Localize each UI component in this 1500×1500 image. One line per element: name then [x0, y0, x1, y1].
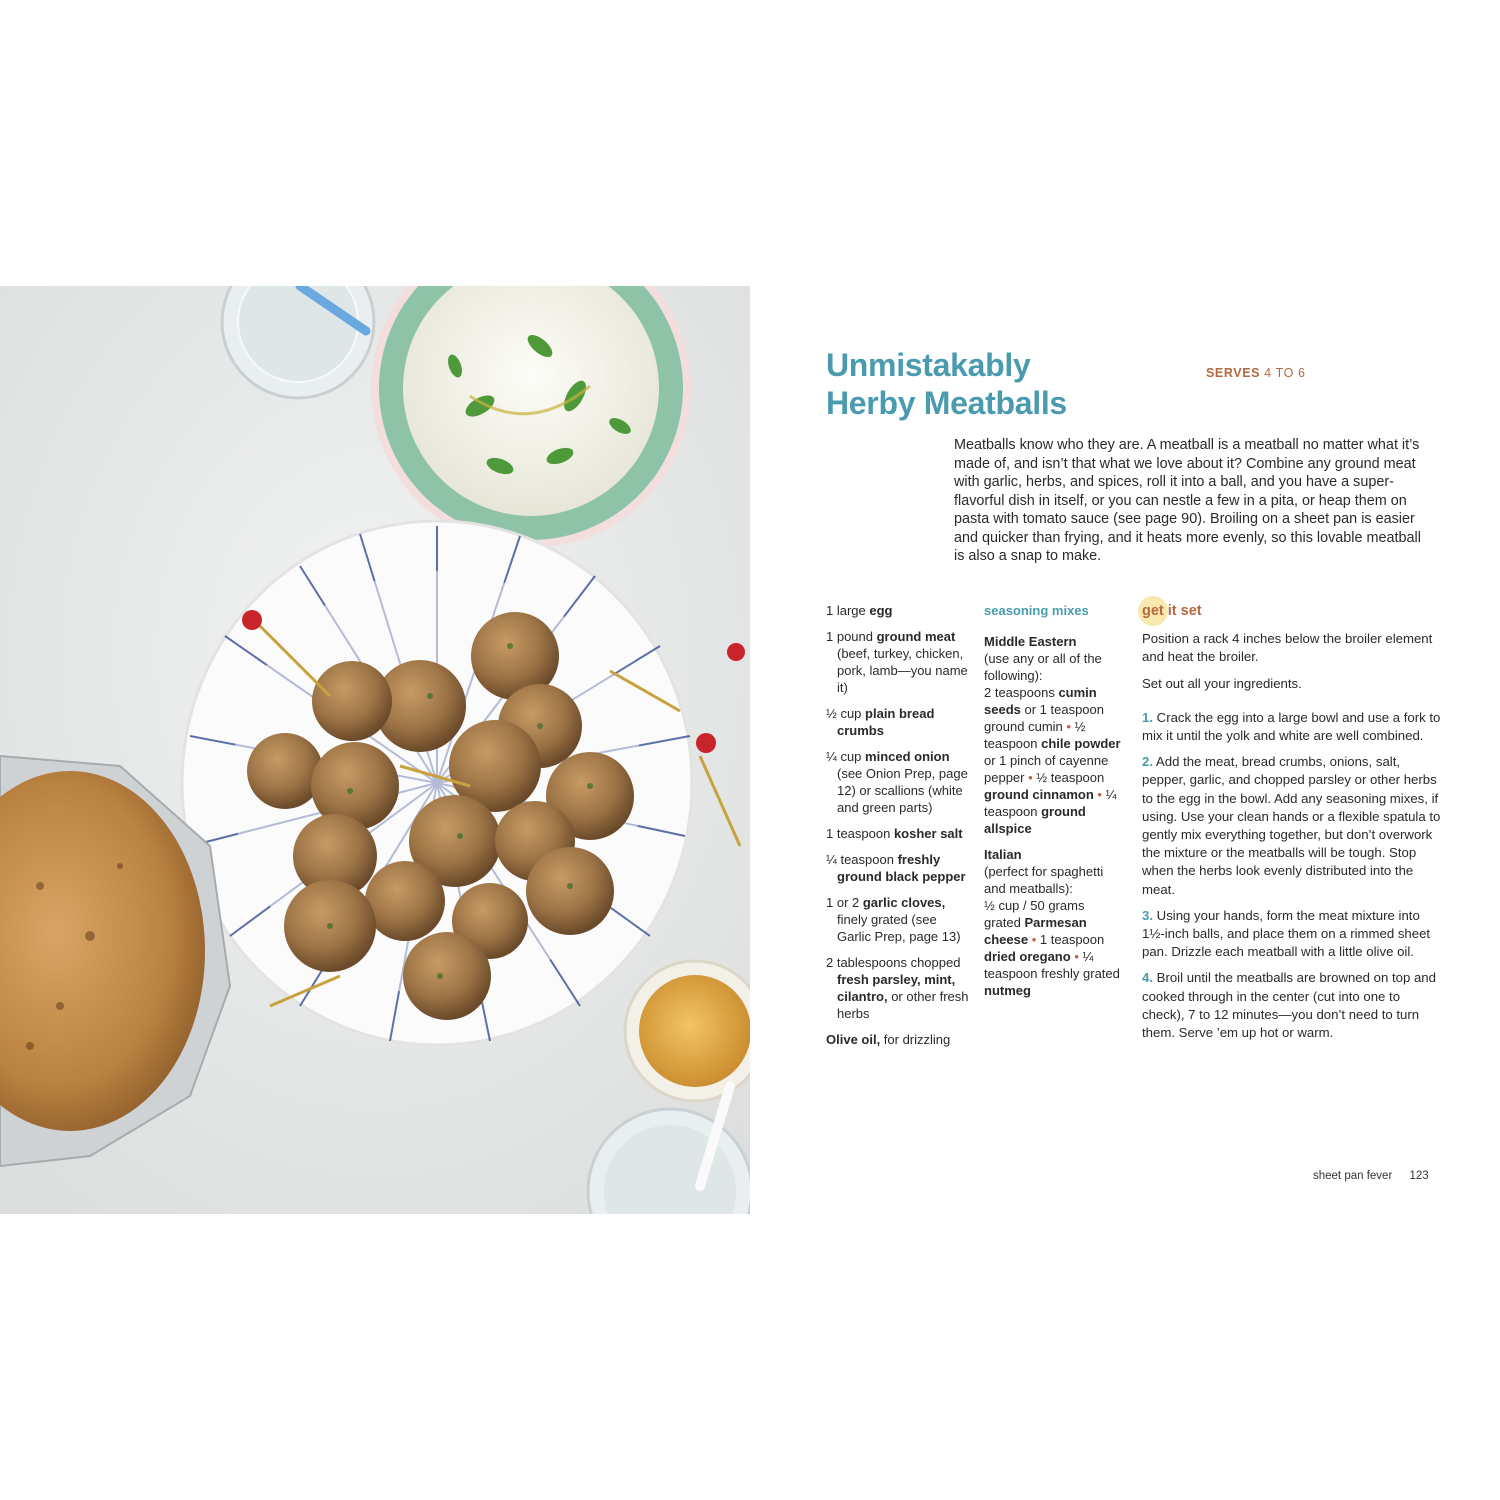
method-column — [1142, 602, 1442, 1050]
middle-eastern-mix — [984, 633, 1124, 837]
prep-line: Position a rack 4 inches below the broiler element and heat the broiler. — [1142, 631, 1433, 665]
bold-term: freshly ground black pepper — [837, 852, 966, 884]
serves-count: 4 TO 6 — [1264, 366, 1306, 380]
bold-term: dried oregano — [984, 949, 1071, 964]
method-step: 2. Add the meat, bread crumbs, onions, salt, pepper, garlic, and chopped parsley or other herbs to the egg in the bowl. Add any seasoning mixes, if using. Use your clean hands or a flexible spatula to gently mix everything together, but don’t overwork the mixture or the meatballs will be tough. Stop when the herbs look evenly distributed into the meat. — [1142, 754, 1441, 897]
bold-term: minced onion — [865, 749, 950, 764]
ingredient-item: 1 pound ground meat (beef, turkey, chicken, pork, lamb—you name it) — [826, 629, 968, 695]
ingredient-item: ¼ cup minced onion (see Onion Prep, page 12) or scallions (white and green parts) — [826, 749, 968, 815]
get-it-set-heading: get it set — [1142, 603, 1202, 619]
mix-name: Italian — [984, 847, 1022, 862]
bold-term: ground allspice — [984, 804, 1086, 836]
bold-term: ground cinnamon — [984, 787, 1094, 802]
step-number: 2. — [1142, 754, 1153, 770]
recipe-title-line2: Herby Meatballs — [826, 385, 1067, 421]
recipe-title-line1: Unmistakably — [826, 347, 1031, 383]
juice-cup — [625, 961, 750, 1101]
bold-term: plain bread crumbs — [837, 706, 935, 738]
step-number: 3. — [1142, 907, 1153, 923]
intro-paragraph: Meatballs know who they are. A meatball is a meatball no matter what it’s made of, and isn’t that what we love about it? Combine any ground meat with garlic, herbs, and spices, roll it into a ball, and you have a super-flavorful dish in itself, or you can nestle a few in a pita, or heap them on pasta with tomato sauce (see page 90). Broiling on a sheet pan is easier and quicker than frying, and it heats more evenly, so this lovable meatball is also a snap to make. — [954, 437, 1421, 564]
step-number: 1. — [1142, 709, 1153, 725]
method-step: 1. Crack the egg into a large bowl and use a fork to mix it until the yolk and white are well combined. — [1142, 709, 1441, 744]
method-step: 4. Broil until the meatballs are browned on top and cooked through in the center (cut into one to check), 7 to 12 minutes—you don’t need to turn them. Serve ’em up hot or warm. — [1142, 970, 1436, 1041]
ingredient-item: 1 or 2 garlic cloves, finely grated (see Garlic Prep, page 13) — [826, 895, 961, 944]
meatball-plate — [182, 521, 692, 1045]
mix-items: ½ cup / 50 grams grated Parmesan cheese • 1 teaspoon dried oregano • ¼ teaspoon freshly grated nutmeg — [984, 898, 1120, 998]
page-number: 123 — [1409, 1170, 1429, 1182]
bold-term: fresh parsley, mint, cilantro, — [837, 972, 956, 1004]
ingredient-item: 1 teaspoon kosher salt — [826, 826, 963, 841]
bold-term: Parmesan cheese — [984, 915, 1087, 947]
bold-term: garlic cloves, — [862, 895, 946, 910]
step-number: 4. — [1142, 970, 1153, 986]
ingredients-list — [826, 602, 974, 1057]
mix-note: (use any or all of the following): — [984, 651, 1102, 683]
bold-term: cumin seeds — [984, 685, 1097, 717]
ingredient-item: ¼ teaspoon freshly ground black pepper — [826, 852, 966, 884]
method-step: 3. Using your hands, form the meat mixture into 1½-inch balls, and place them on a rimmed sheet pan. Drizzle each meatball with a little olive oil. — [1142, 907, 1431, 960]
separator-dot: • — [1028, 770, 1033, 785]
separator-dot: • — [1074, 949, 1079, 964]
ingredient-item: 1 large egg — [826, 603, 893, 618]
serves-label — [1206, 366, 1306, 380]
ingredient-item: ½ cup plain bread crumbs — [826, 706, 935, 738]
recipe-title — [826, 346, 1067, 422]
ingredient-item: Olive oil, for drizzling — [826, 1032, 951, 1047]
ingredient-item: 2 tablespoons chopped fresh parsley, mint, cilantro, or other fresh herbs — [826, 955, 969, 1021]
separator-dot: • — [1031, 932, 1037, 947]
mix-note: (perfect for spaghetti and meatballs): — [984, 864, 1104, 896]
food-photo — [0, 286, 750, 1214]
italian-mix — [984, 846, 1124, 999]
bold-term: ground meat — [876, 629, 956, 644]
section-name: sheet pan fever — [1313, 1170, 1393, 1182]
separator-dot: • — [1066, 719, 1071, 734]
bold-term: kosher salt — [893, 826, 963, 841]
page-footer — [1313, 1170, 1429, 1182]
get-it-set-heading-wrap — [1142, 602, 1442, 620]
serves-word: SERVES — [1206, 366, 1261, 380]
mix-name: Middle Eastern — [984, 634, 1077, 649]
seasoning-heading: seasoning mixes — [984, 603, 1089, 618]
separator-dot: • — [1097, 787, 1102, 802]
bold-term: nutmeg — [984, 983, 1031, 998]
bold-term: chile powder — [1041, 736, 1121, 751]
mix-items: 2 teaspoons cumin seeds or 1 teaspoon ground cumin • ½ teaspoon chile powder or 1 pinch of cayenne pepper • ½ teaspoon ground cinnamon • ¼ teaspoon ground allspice — [984, 685, 1121, 836]
prep-line: Set out all your ingredients. — [1142, 675, 1302, 691]
bold-term: Olive oil, — [826, 1032, 881, 1047]
steps-list — [1142, 709, 1442, 1042]
seasoning-mixes — [984, 602, 1124, 1008]
bold-term: egg — [869, 603, 893, 618]
